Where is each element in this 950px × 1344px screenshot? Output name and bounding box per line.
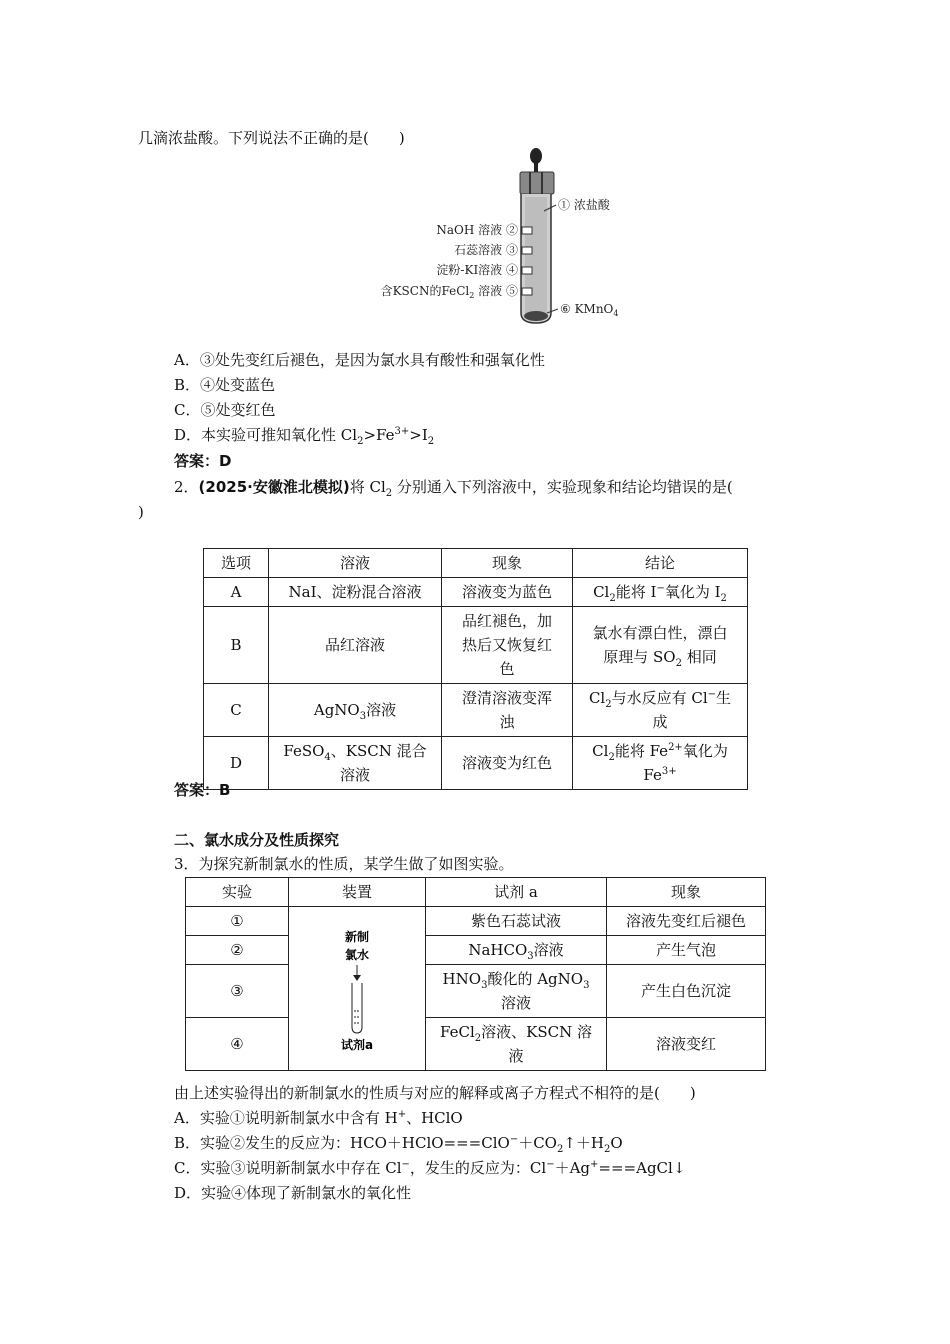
table-cell: FeCl$_2$溶液、KSCN 溶 液 [426,1018,607,1071]
table-header-row [204,549,748,578]
table-cell: $Cl_2$能将 I−氧化为 $I_2$ [573,578,748,607]
table-cell: A [204,578,269,607]
table-cell: ③ [186,965,289,1018]
table-cell: $Cl_2$能将 $Fe^{2+}$氧化为 $Fe^{3+}$ [573,737,748,790]
header-cell: 溶液 [269,549,442,578]
table-cell: 溶液先变红后褪色 [607,907,766,936]
table-cell: AgNO$_3$溶液 [269,684,442,737]
table-cell: ① [186,907,289,936]
label-1: ① 浓盐酸 [558,198,610,212]
table-cell: NaI、淀粉混合溶液 [269,578,442,607]
q2-answer: 答案：B [174,781,231,799]
q2-stem: 2．(2025·安徽淮北模拟)将 $Cl_2$ 分别通入下列溶液中，实验现象和结论均错误的是( [174,478,733,499]
table-cell: NaHCO$_3$溶液 [426,936,607,965]
apparatus-figure [360,145,640,330]
q1-option-c: C．⑤处变红色 [174,401,276,419]
table-cell: 溶液变红 [607,1018,766,1071]
table-cell: 产生气泡 [607,936,766,965]
table-row [204,684,748,737]
device-cell [289,907,426,1071]
q3-table [185,877,766,1071]
kmno4-solid [524,311,548,321]
table-cell: ② [186,936,289,965]
table-cell: $HNO_3$酸化的 AgNO$_3$ 溶液 [426,965,607,1018]
header-cell: 结论 [573,549,748,578]
q3-option-b: B．实验②发生的反应为：$HCO+HClO===ClO^-+CO_2↑+H_2O$ [174,1134,623,1155]
table-cell: $Cl_2$与水反应有 Cl−生 成 [573,684,748,737]
q1-option-a: A．③处先变红后褪色，是因为氯水具有酸性和强氧化性 [174,351,545,369]
table-cell: 紫色石蕊试液 [426,907,607,936]
q1-answer: 答案：D [174,452,232,470]
device-figure [297,915,417,1055]
svg-text:新制: 新制 [344,930,370,944]
section-title: 二、氯水成分及性质探究 [174,831,340,849]
label-2: NaOH 溶液 ② [436,223,518,237]
header-cell: 试剂 a [426,878,607,907]
table-cell: 品红褪色，加 热后又恢复红 色 [442,607,573,684]
svg-text:氯水: 氯水 [344,948,370,962]
table-header-row [186,878,766,907]
table-row [204,607,748,684]
table-cell: B [204,607,269,684]
device-tube [352,983,362,1033]
label-5: 含KSCN的FeCl$_2$ 溶液 ⑤ [380,284,518,300]
table-row [186,965,766,1018]
dropper-bulb [530,148,542,164]
q1-option-d: D．本实验可推知氧化性 $Cl_2>Fe^{3+}>I_2$ [174,426,435,447]
q3-question: 由上述实验得出的新制氯水的性质与对应的解释或离子方程式不相符的是( ) [174,1084,696,1102]
table-cell: 溶液变为蓝色 [442,578,573,607]
svg-text:试剂a: 试剂a [340,1038,374,1052]
q3-stem: 3．为探究新制氯水的性质，某学生做了如图实验。 [174,855,514,873]
q1-stem-tail: 几滴浓盐酸。下列说法不正确的是( ) [138,129,405,147]
q3-option-d: D．实验④体现了新制氯水的氧化性 [174,1184,412,1202]
table-cell: 氯水有漂白性，漂白 原理与 $SO_2$ 相同 [573,607,748,684]
label-4: 淀粉-KI溶液 ④ [436,263,518,277]
q3-option-c: C．实验③说明新制氯水中存在 Cl−，发生的反应为：Cl−＋Ag+===AgCl↓ [174,1159,686,1177]
table-cell: FeSO$_4$、KSCN 混合 溶液 [269,737,442,790]
header-cell: 装置 [289,878,426,907]
table-cell: C [204,684,269,737]
label-6: ⑥ KMnO$_4$ [560,302,619,318]
q1-option-b: B．④处变蓝色 [174,376,276,394]
q3-option-a: A．实验①说明新制氯水中含有 H+、HClO [174,1109,463,1127]
table-row [186,1018,766,1071]
header-cell: 实验 [186,878,289,907]
table-cell: 澄清溶液变浑 浊 [442,684,573,737]
table-row [204,737,748,790]
dropper-stem [534,162,538,172]
table-row [186,907,766,936]
stopper [520,172,554,194]
table-cell: 溶液变为红色 [442,737,573,790]
header-cell: 现象 [442,549,573,578]
table-cell: ④ [186,1018,289,1071]
header-cell: 选项 [204,549,269,578]
table-cell: D [204,737,269,790]
q2-table [203,548,748,790]
table-cell: 产生白色沉淀 [607,965,766,1018]
table-cell: 品红溶液 [269,607,442,684]
q2-stem-close: ) [138,503,144,521]
label-3: 石蕊溶液 ③ [454,243,518,257]
table-row [186,936,766,965]
header-cell: 现象 [607,878,766,907]
table-row [204,578,748,607]
